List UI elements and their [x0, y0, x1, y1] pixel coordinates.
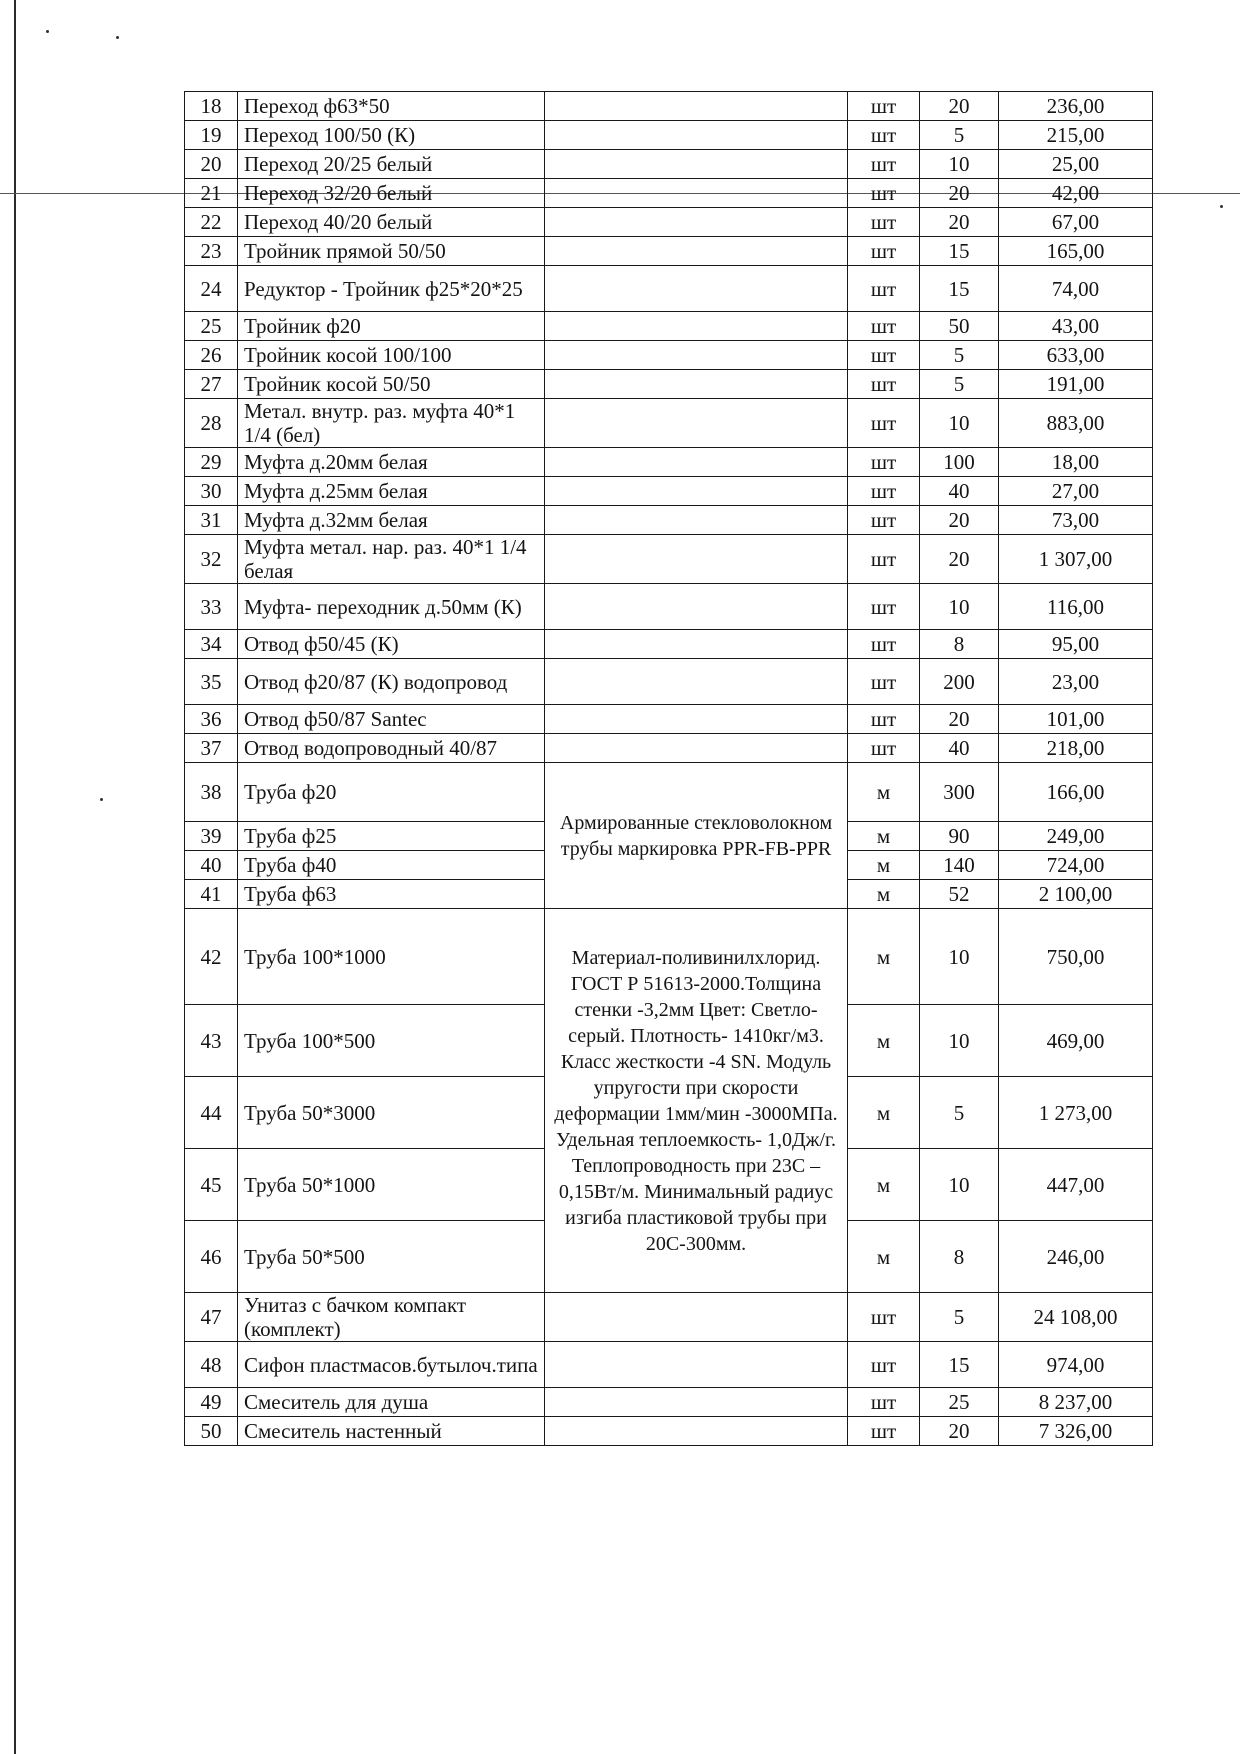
- item-note-empty: [545, 312, 848, 341]
- unit-cell: шт: [848, 630, 920, 659]
- table-row: [185, 506, 1153, 535]
- row-number: 27: [185, 370, 238, 399]
- quantity-cell: 200: [920, 659, 999, 705]
- quantity-cell: 52: [920, 880, 999, 909]
- quantity-cell: 10: [920, 584, 999, 630]
- unit-cell: шт: [848, 448, 920, 477]
- row-number: 37: [185, 734, 238, 763]
- quantity-cell: 15: [920, 266, 999, 312]
- item-note: Армированные стекловолокном трубы маркировка PPR-FB-PPR: [545, 763, 848, 909]
- item-note-empty: [545, 630, 848, 659]
- table-row: [185, 1388, 1153, 1417]
- item-name: Труба 100*500: [238, 1005, 545, 1077]
- price-cell: 25,00: [999, 150, 1153, 179]
- price-cell: 724,00: [999, 851, 1153, 880]
- unit-cell: шт: [848, 1293, 920, 1342]
- quantity-cell: 5: [920, 370, 999, 399]
- unit-cell: шт: [848, 92, 920, 121]
- item-note-empty: [545, 92, 848, 121]
- quantity-cell: 10: [920, 909, 999, 1005]
- quantity-cell: 100: [920, 448, 999, 477]
- quantity-cell: 10: [920, 399, 999, 448]
- table-row: [185, 179, 1153, 208]
- price-cell: 469,00: [999, 1005, 1153, 1077]
- price-cell: 24 108,00: [999, 1293, 1153, 1342]
- table-row: [185, 448, 1153, 477]
- price-cell: 1 273,00: [999, 1077, 1153, 1149]
- item-name: Метал. внутр. раз. муфта 40*1 1/4 (бел): [238, 399, 545, 448]
- unit-cell: м: [848, 1005, 920, 1077]
- scan-speck: [1220, 205, 1223, 208]
- item-name: Переход 20/25 белый: [238, 150, 545, 179]
- unit-cell: шт: [848, 477, 920, 506]
- table-row: [185, 584, 1153, 630]
- table-row: [185, 763, 1153, 822]
- table-row: [185, 266, 1153, 312]
- unit-cell: шт: [848, 659, 920, 705]
- table-row: [185, 312, 1153, 341]
- row-number: 33: [185, 584, 238, 630]
- table-row: [185, 370, 1153, 399]
- quantity-cell: 20: [920, 506, 999, 535]
- item-name: Труба ф20: [238, 763, 545, 822]
- row-number: 43: [185, 1005, 238, 1077]
- item-name: Переход ф63*50: [238, 92, 545, 121]
- price-cell: 750,00: [999, 909, 1153, 1005]
- item-note-empty: [545, 341, 848, 370]
- row-number: 47: [185, 1293, 238, 1342]
- quantity-cell: 5: [920, 341, 999, 370]
- table-row: [185, 705, 1153, 734]
- scan-speck: [116, 36, 119, 39]
- quantity-cell: 5: [920, 1077, 999, 1149]
- row-number: 26: [185, 341, 238, 370]
- price-cell: 215,00: [999, 121, 1153, 150]
- quantity-cell: 300: [920, 763, 999, 822]
- unit-cell: шт: [848, 1388, 920, 1417]
- item-name: Тройник косой 50/50: [238, 370, 545, 399]
- item-note-empty: [545, 1293, 848, 1342]
- price-cell: 236,00: [999, 92, 1153, 121]
- item-name: Отвод ф50/45 (К): [238, 630, 545, 659]
- quantity-cell: 25: [920, 1388, 999, 1417]
- item-note-empty: [545, 1342, 848, 1388]
- unit-cell: шт: [848, 150, 920, 179]
- row-number: 42: [185, 909, 238, 1005]
- item-note-empty: [545, 477, 848, 506]
- quantity-cell: 20: [920, 92, 999, 121]
- scan-speck: [100, 798, 103, 801]
- row-number: 38: [185, 763, 238, 822]
- item-note-empty: [545, 399, 848, 448]
- item-name: Отвод водопроводный 40/87: [238, 734, 545, 763]
- item-name: Труба ф25: [238, 822, 545, 851]
- price-cell: 8 237,00: [999, 1388, 1153, 1417]
- item-note-empty: [545, 1388, 848, 1417]
- row-number: 34: [185, 630, 238, 659]
- row-number: 48: [185, 1342, 238, 1388]
- table-row: [185, 630, 1153, 659]
- quantity-cell: 40: [920, 477, 999, 506]
- price-cell: 95,00: [999, 630, 1153, 659]
- item-name: Труба 50*500: [238, 1221, 545, 1293]
- unit-cell: шт: [848, 734, 920, 763]
- table-row: [185, 1417, 1153, 1446]
- unit-cell: м: [848, 822, 920, 851]
- table-row: [185, 659, 1153, 705]
- item-name: Переход 40/20 белый: [238, 208, 545, 237]
- item-name: Переход 100/50 (К): [238, 121, 545, 150]
- unit-cell: м: [848, 1221, 920, 1293]
- price-cell: 166,00: [999, 763, 1153, 822]
- unit-cell: м: [848, 909, 920, 1005]
- quantity-cell: 10: [920, 150, 999, 179]
- price-cell: 974,00: [999, 1342, 1153, 1388]
- row-number: 49: [185, 1388, 238, 1417]
- quantity-cell: 15: [920, 1342, 999, 1388]
- price-cell: 7 326,00: [999, 1417, 1153, 1446]
- quantity-cell: 8: [920, 1221, 999, 1293]
- item-note-empty: [545, 734, 848, 763]
- quantity-cell: 10: [920, 1149, 999, 1221]
- table-row: [185, 237, 1153, 266]
- unit-cell: шт: [848, 535, 920, 584]
- unit-cell: шт: [848, 179, 920, 208]
- row-number: 25: [185, 312, 238, 341]
- table-row: [185, 399, 1153, 448]
- quantity-cell: 90: [920, 822, 999, 851]
- price-cell: 633,00: [999, 341, 1153, 370]
- item-note-empty: [545, 448, 848, 477]
- item-name: Переход 32/20 белый: [238, 179, 545, 208]
- item-name: Муфта д.25мм белая: [238, 477, 545, 506]
- item-note-empty: [545, 208, 848, 237]
- item-name: Унитаз с бачком компакт (комплект): [238, 1293, 545, 1342]
- row-number: 22: [185, 208, 238, 237]
- row-number: 50: [185, 1417, 238, 1446]
- item-name: Редуктор - Тройник ф25*20*25: [238, 266, 545, 312]
- quantity-cell: 5: [920, 1293, 999, 1342]
- row-number: 44: [185, 1077, 238, 1149]
- row-number: 31: [185, 506, 238, 535]
- quantity-cell: 5: [920, 121, 999, 150]
- table-row: [185, 341, 1153, 370]
- unit-cell: м: [848, 880, 920, 909]
- item-note-empty: [545, 150, 848, 179]
- item-name: Труба 50*3000: [238, 1077, 545, 1149]
- item-name: Труба ф63: [238, 880, 545, 909]
- item-name: Муфта метал. нар. раз. 40*1 1/4 белая: [238, 535, 545, 584]
- price-specification-table: [184, 91, 1153, 1446]
- quantity-cell: 20: [920, 1417, 999, 1446]
- scan-edge-line: [14, 0, 16, 1754]
- price-cell: 1 307,00: [999, 535, 1153, 584]
- price-cell: 101,00: [999, 705, 1153, 734]
- unit-cell: м: [848, 1077, 920, 1149]
- item-note-empty: [545, 584, 848, 630]
- item-note-empty: [545, 179, 848, 208]
- item-name: Сифон пластмасов.бутылоч.типа: [238, 1342, 545, 1388]
- item-note-empty: [545, 237, 848, 266]
- row-number: 39: [185, 822, 238, 851]
- table-row: [185, 121, 1153, 150]
- table-row: [185, 477, 1153, 506]
- row-number: 30: [185, 477, 238, 506]
- table-row: [185, 535, 1153, 584]
- unit-cell: шт: [848, 399, 920, 448]
- unit-cell: шт: [848, 1417, 920, 1446]
- row-number: 19: [185, 121, 238, 150]
- quantity-cell: 10: [920, 1005, 999, 1077]
- unit-cell: шт: [848, 341, 920, 370]
- price-cell: 447,00: [999, 1149, 1153, 1221]
- item-note: Материал-поливинилхлорид. ГОСТ Р 51613-2000.Толщина стенки -3,2мм Цвет: Светло-серый. Плотность- 1410кг/м3. Класс жесткости -4 SN. Модуль упругости при скорости деформации 1мм/мин -3000МПа. Удельная теплоемкость- 1,0Дж/г. Теплопроводность при 23С – 0,15Вт/м. Минимальный радиус изгиба пластиковой трубы при 20С-300мм.: [545, 909, 848, 1293]
- table-row: [185, 909, 1153, 1005]
- item-note-empty: [545, 121, 848, 150]
- item-name: Тройник косой 100/100: [238, 341, 545, 370]
- item-name: Тройник прямой 50/50: [238, 237, 545, 266]
- item-name: Отвод ф50/87 Santec: [238, 705, 545, 734]
- price-cell: 23,00: [999, 659, 1153, 705]
- price-cell: 2 100,00: [999, 880, 1153, 909]
- quantity-cell: 20: [920, 535, 999, 584]
- price-cell: 67,00: [999, 208, 1153, 237]
- unit-cell: шт: [848, 705, 920, 734]
- item-note-empty: [545, 266, 848, 312]
- quantity-cell: 20: [920, 208, 999, 237]
- item-note-empty: [545, 705, 848, 734]
- price-cell: 27,00: [999, 477, 1153, 506]
- scan-speck: [46, 30, 49, 33]
- row-number: 21: [185, 179, 238, 208]
- item-name: Смеситель для душа: [238, 1388, 545, 1417]
- row-number: 20: [185, 150, 238, 179]
- item-name: Отвод ф20/87 (К) водопровод: [238, 659, 545, 705]
- quantity-cell: 140: [920, 851, 999, 880]
- row-number: 45: [185, 1149, 238, 1221]
- row-number: 23: [185, 237, 238, 266]
- item-name: Труба ф40: [238, 851, 545, 880]
- item-name: Муфта д.32мм белая: [238, 506, 545, 535]
- price-cell: 246,00: [999, 1221, 1153, 1293]
- item-note-empty: [545, 659, 848, 705]
- quantity-cell: 8: [920, 630, 999, 659]
- unit-cell: шт: [848, 266, 920, 312]
- unit-cell: шт: [848, 370, 920, 399]
- price-cell: 74,00: [999, 266, 1153, 312]
- row-number: 29: [185, 448, 238, 477]
- item-name: Труба 100*1000: [238, 909, 545, 1005]
- quantity-cell: 50: [920, 312, 999, 341]
- price-cell: 18,00: [999, 448, 1153, 477]
- price-cell: 73,00: [999, 506, 1153, 535]
- quantity-cell: 15: [920, 237, 999, 266]
- item-name: Муфта- переходник д.50мм (К): [238, 584, 545, 630]
- table-row: [185, 92, 1153, 121]
- price-cell: 191,00: [999, 370, 1153, 399]
- row-number: 35: [185, 659, 238, 705]
- item-name: Труба 50*1000: [238, 1149, 545, 1221]
- quantity-cell: 20: [920, 705, 999, 734]
- row-number: 41: [185, 880, 238, 909]
- item-note-empty: [545, 370, 848, 399]
- unit-cell: шт: [848, 208, 920, 237]
- item-note-empty: [545, 506, 848, 535]
- price-cell: 116,00: [999, 584, 1153, 630]
- item-name: Смеситель настенный: [238, 1417, 545, 1446]
- unit-cell: шт: [848, 584, 920, 630]
- row-number: 32: [185, 535, 238, 584]
- table-row: [185, 1342, 1153, 1388]
- row-number: 46: [185, 1221, 238, 1293]
- table-row: [185, 734, 1153, 763]
- row-number: 24: [185, 266, 238, 312]
- quantity-cell: 20: [920, 179, 999, 208]
- unit-cell: шт: [848, 121, 920, 150]
- item-name: Муфта д.20мм белая: [238, 448, 545, 477]
- unit-cell: шт: [848, 1342, 920, 1388]
- unit-cell: шт: [848, 237, 920, 266]
- price-cell: 249,00: [999, 822, 1153, 851]
- unit-cell: м: [848, 851, 920, 880]
- price-cell: 218,00: [999, 734, 1153, 763]
- table-row: [185, 150, 1153, 179]
- quantity-cell: 40: [920, 734, 999, 763]
- table-row: [185, 1293, 1153, 1342]
- price-cell: 43,00: [999, 312, 1153, 341]
- unit-cell: м: [848, 1149, 920, 1221]
- row-number: 28: [185, 399, 238, 448]
- table-row: [185, 208, 1153, 237]
- unit-cell: шт: [848, 312, 920, 341]
- price-cell: 42,00: [999, 179, 1153, 208]
- price-cell: 165,00: [999, 237, 1153, 266]
- row-number: 18: [185, 92, 238, 121]
- row-number: 36: [185, 705, 238, 734]
- price-cell: 883,00: [999, 399, 1153, 448]
- row-number: 40: [185, 851, 238, 880]
- unit-cell: шт: [848, 506, 920, 535]
- item-note-empty: [545, 535, 848, 584]
- item-note-empty: [545, 1417, 848, 1446]
- item-name: Тройник ф20: [238, 312, 545, 341]
- unit-cell: м: [848, 763, 920, 822]
